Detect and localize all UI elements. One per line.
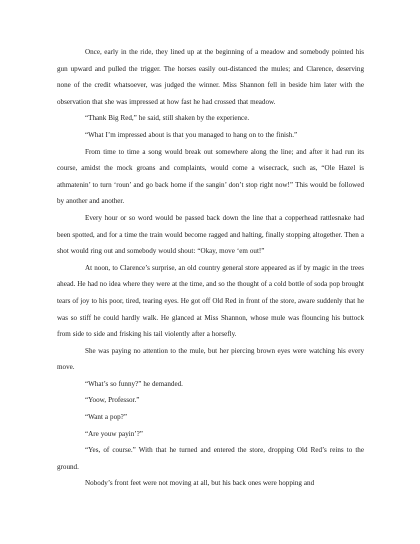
paragraph: “Want a pop?” xyxy=(85,413,127,422)
paragraph: At noon, to Clarence’s surprise, an old country general store appeared as if by magic in the trees ahead. He had no idea where they were at the time, and so the thought of a cold bottle of soda pop brought tears of joy to his poor, tired, tearing eyes. He got off Old Red in front of the store, aware suddenly that he was so stiff he could hardly walk. He glanced at Miss Shannon, whose mule was flouncing his buttock from side to side and frisking his tail violently after a horsefly. xyxy=(57,263,364,339)
paragraph: “Yes, of course.” With that he turned and entered the store, dropping Old Red’s reins to the ground. xyxy=(57,446,364,471)
paragraph: “What I’m impressed about is that you managed to hang on to the finish.” xyxy=(85,130,298,139)
paragraph: Once, early in the ride, they lined up at the beginning of a meadow and somebody pointed his gun upward and pulled the trigger. The horses easily out-distanced the mules; and Clarence, deserving none of the credit whatsoever, was judged the winner. Miss Shannon fell in beside him later with the observation that she was impressed at how fast he had crossed that meadow. xyxy=(57,48,364,106)
paragraph: “Yoow, Professor.” xyxy=(85,396,140,405)
paragraph: “What’s so funny?” he demanded. xyxy=(85,379,183,388)
paragraph: “Are youw payin’?” xyxy=(85,429,143,438)
paragraph: “Thank Big Red,” he said, still shaken by the experience. xyxy=(85,114,250,123)
paragraph: From time to time a song would break out somewhere along the line; and after it had run its course, amidst the mock groans and complaints, would come a wisecrack, such as, “Ole Hazel is athmatenin’ to turn ‘roun’ and go back home if the sangin’ don’t stop right now!” This would be followed by another and another. xyxy=(57,147,364,206)
paragraph: Every hour or so word would be passed back down the line that a copperhead rattlesnake had been spotted, and for a time the train would become ragged and halting, finally stopping altogether. Then a shot would ring out and somebody would shout: “Okay, move ‘em out!” xyxy=(57,213,364,256)
paragraph: She was paying no attention to the mule, but her piercing brown eyes were watching his every move. xyxy=(57,346,364,372)
paragraph: Nobody’s front feet were not moving at all, but his back ones were hopping and xyxy=(85,479,315,488)
